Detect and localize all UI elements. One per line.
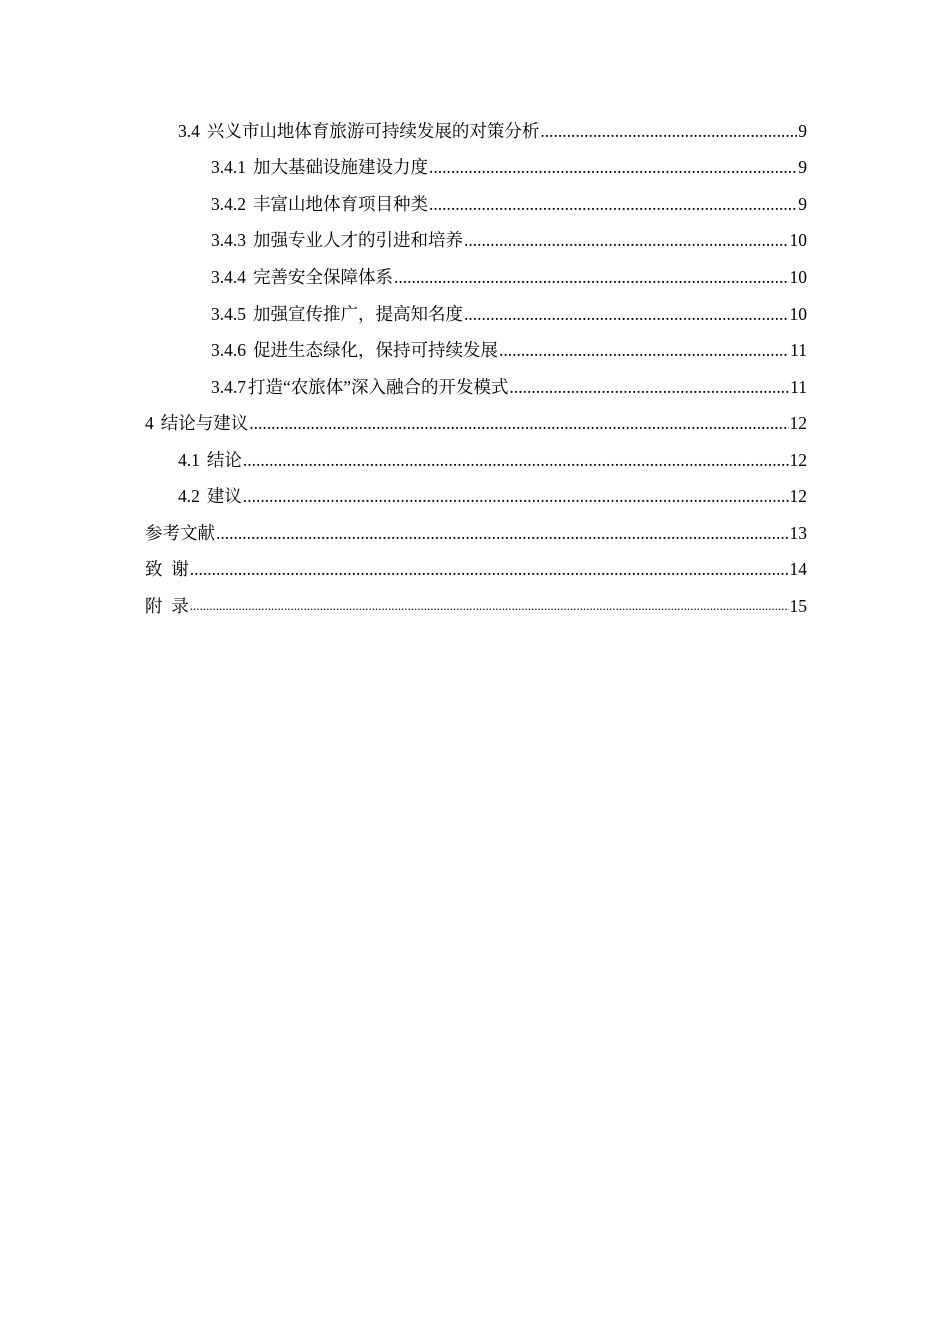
- toc-title: 结论: [206, 450, 242, 470]
- dot-leader: [464, 229, 789, 251]
- toc-entry-3-4-2[interactable]: [211, 185, 807, 215]
- toc-page-number: 13: [789, 523, 807, 543]
- dot-leader: [464, 303, 789, 325]
- dot-leader: [394, 266, 789, 288]
- toc-title: 建议: [206, 486, 242, 506]
- toc-title: 丰富山地体育项目种类: [253, 194, 428, 214]
- toc-number: 4.2: [178, 486, 200, 506]
- toc-entry-3-4[interactable]: [178, 112, 807, 142]
- toc-number: 3.4.5: [211, 304, 246, 324]
- dot-leader: [499, 339, 789, 361]
- dot-leader: [190, 558, 789, 580]
- dot-leader: [243, 485, 789, 507]
- toc-number: 3.4.7: [211, 377, 246, 397]
- toc-title: 兴义市山地体育旅游可持续发展的对策分析: [206, 121, 540, 141]
- toc-title: 加强专业人才的引进和培养: [253, 230, 463, 250]
- toc-title: 完善安全保障体系: [253, 267, 393, 287]
- toc-entry-3-4-4[interactable]: [211, 258, 807, 288]
- toc-page-number: 14: [789, 559, 807, 579]
- toc-number: 4: [145, 413, 154, 433]
- dot-leader: [190, 595, 789, 617]
- toc-number: 3.4.3: [211, 230, 246, 250]
- toc-number: 3.4.2: [211, 194, 246, 214]
- toc-title: 加大基础设施建设力度: [253, 157, 428, 177]
- dot-leader: [429, 193, 797, 215]
- toc-page-number: 11: [790, 340, 807, 360]
- toc-entry-3-4-5[interactable]: [211, 295, 807, 325]
- toc-entry-3-4-7[interactable]: [211, 368, 807, 398]
- toc-page-number: 10: [789, 230, 807, 250]
- dot-leader: [243, 449, 789, 471]
- toc-number: 3.4.6: [211, 340, 246, 360]
- toc-page-number: 9: [798, 157, 807, 177]
- toc-title: 打造“农旅体”深入融合的开发模式: [248, 377, 509, 397]
- toc-number: 3.4.4: [211, 267, 246, 287]
- toc-title: 参考文献: [145, 523, 215, 543]
- toc-entry-acknowledgements[interactable]: [145, 550, 807, 580]
- toc-title: 致 谢: [145, 559, 189, 579]
- toc-entry-3-4-1[interactable]: [211, 148, 807, 178]
- dot-leader: [510, 376, 790, 398]
- toc-number: 4.1: [178, 450, 200, 470]
- toc-entry-3-4-6[interactable]: [211, 331, 807, 361]
- toc-page-number: 12: [789, 450, 807, 470]
- toc-entry-3-4-3[interactable]: [211, 221, 807, 251]
- toc-page-number: 10: [789, 267, 807, 287]
- toc-title: 结论与建议: [160, 413, 249, 433]
- toc-page-number: 9: [798, 121, 807, 141]
- toc-title: 加强宣传推广，提高知名度: [253, 304, 463, 324]
- toc-title: 附 录: [145, 596, 189, 616]
- toc-entry-appendix[interactable]: [145, 587, 807, 617]
- dot-leader: [540, 120, 797, 142]
- toc-page-number: 11: [790, 377, 807, 397]
- toc-entry-references[interactable]: [145, 514, 807, 544]
- toc-page-number: 12: [789, 413, 807, 433]
- toc-page-number: 9: [798, 194, 807, 214]
- dot-leader: [216, 522, 789, 544]
- toc-entry-4[interactable]: [145, 404, 807, 434]
- toc-page-number: 10: [789, 304, 807, 324]
- toc-page-number: 15: [789, 596, 807, 616]
- toc-entry-4-2[interactable]: [178, 477, 807, 507]
- toc-page-number: 12: [789, 486, 807, 506]
- toc-number: 3.4: [178, 121, 200, 141]
- dot-leader: [249, 412, 788, 434]
- toc-title: 促进生态绿化，保持可持续发展: [253, 340, 498, 360]
- toc-entry-4-1[interactable]: [178, 441, 807, 471]
- dot-leader: [429, 156, 797, 178]
- toc-number: 3.4.1: [211, 157, 246, 177]
